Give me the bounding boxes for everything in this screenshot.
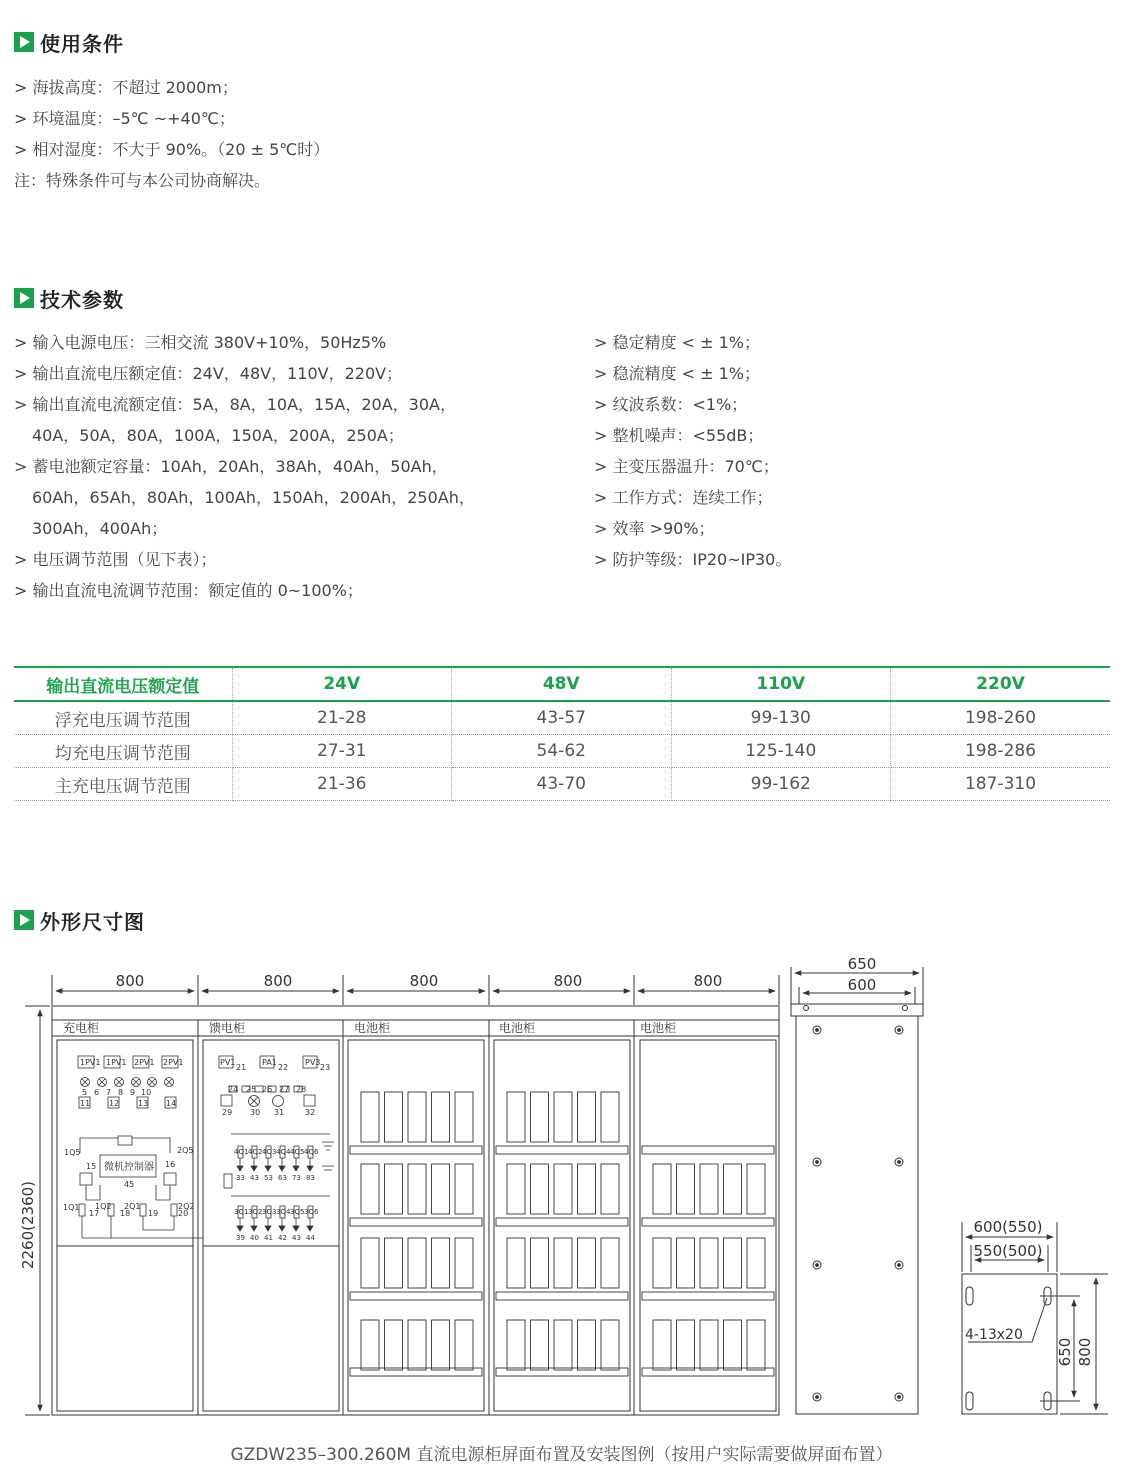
arrow-icon: [279, 1226, 285, 1231]
breaker-label: 4Q2: [248, 1148, 263, 1156]
battery-cell: [554, 1164, 572, 1214]
battery-cell: [601, 1320, 619, 1370]
battery-cell: [747, 1164, 765, 1214]
controller-label: 微机控制器: [104, 1162, 154, 1173]
table-cell: 198-260: [891, 701, 1111, 735]
table-cell: 浮充电压调节范围: [14, 701, 232, 735]
bolt-icon: [816, 1264, 819, 1267]
battery-cell: [385, 1092, 403, 1142]
battery-cell: [531, 1320, 549, 1370]
table-cell: 43-57: [452, 701, 672, 735]
battery-shelf: [350, 1218, 482, 1226]
switch-label: 2Q2: [178, 1202, 195, 1211]
arrow-icon: [265, 1226, 271, 1231]
section-title-tech-params: 技术参数: [14, 284, 124, 312]
battery-cell: [531, 1164, 549, 1214]
list-item: > 整机噪声：<55dB；: [594, 426, 764, 445]
table-header: 110V: [671, 667, 891, 701]
terminal-number: 16: [165, 1160, 176, 1169]
battery-cell: [724, 1164, 742, 1214]
battery-cell: [700, 1238, 718, 1288]
hole-icon: [903, 1006, 908, 1011]
note: 注：特殊条件可与本公司协商解决。: [14, 171, 271, 190]
battery-cell: [653, 1164, 671, 1214]
list-item: > 输入电源电压：三相交流 380V+10%，50Hz5%: [14, 333, 387, 352]
table-row: [14, 768, 1110, 801]
battery-cell: [601, 1238, 619, 1288]
battery-cell: [408, 1164, 426, 1214]
meter-label: 2PV1: [134, 1058, 155, 1067]
cabinet-label: 电池柜: [499, 1021, 536, 1035]
bolt-icon: [898, 1264, 901, 1267]
bolt-icon: [816, 1029, 819, 1032]
battery-cell: [455, 1092, 473, 1142]
table-header: 输出直流电压额定值: [14, 667, 232, 701]
meter-label: 23: [320, 1063, 331, 1072]
battery-cell: [601, 1164, 619, 1214]
section-title-dimensions: 外形尺寸图: [14, 906, 145, 934]
list-item: > 电压调节范围（见下表）；: [14, 550, 217, 569]
terminal-number: 18: [120, 1209, 131, 1218]
battery-cell: [432, 1092, 450, 1142]
battery-cell: [677, 1164, 695, 1214]
cabinet-width-label: 800: [553, 972, 583, 990]
table-header: 24V: [232, 667, 452, 701]
battery-shelf: [496, 1218, 628, 1226]
bolt-icon: [898, 1396, 901, 1399]
battery-cell: [747, 1320, 765, 1370]
battery-cell: [385, 1238, 403, 1288]
meter-label: PA1: [262, 1058, 277, 1067]
switch-label: 2Q5: [177, 1146, 194, 1155]
battery-cells: [350, 1092, 774, 1376]
terminal-number: 5: [82, 1088, 88, 1097]
breaker-label: 4Q4: [276, 1148, 291, 1156]
list-item: > 蓄电池额定容量：10Ah，20Ah，38Ah，40Ah，50Ah，: [14, 457, 448, 476]
cabinet-width-label: 800: [263, 972, 293, 990]
terminal-number: 28: [296, 1085, 307, 1094]
terminal-number: 10: [141, 1088, 152, 1097]
battery-cell: [747, 1238, 765, 1288]
battery-cell: [700, 1320, 718, 1370]
table-cell: 198-286: [891, 735, 1111, 768]
side-depth-label: 600: [847, 976, 877, 994]
battery-cell: [724, 1320, 742, 1370]
battery-cell: [361, 1238, 379, 1288]
battery-cell: [507, 1320, 525, 1370]
terminal-number: 26: [262, 1085, 273, 1094]
table-cell: 21-36: [232, 768, 452, 801]
terminal-number: 24: [228, 1085, 239, 1094]
battery-cell: [432, 1238, 450, 1288]
list-item: 60Ah，65Ah，80Ah，100Ah，150Ah，200Ah，250Ah，: [32, 488, 475, 507]
list-item: > 海拔高度：不超过 2000m；: [14, 78, 238, 97]
terminal-number: 27: [279, 1085, 290, 1094]
tech-params-left: [14, 327, 475, 606]
breaker-label: 3Q1: [234, 1208, 249, 1216]
meter-label: PV3: [305, 1058, 321, 1067]
battery-cell: [361, 1092, 379, 1142]
conditions-list: [14, 72, 329, 196]
side-view: [791, 967, 923, 1414]
figure-caption: GZDW235–300.260M 直流电源柜屏面布置及安装图例（按用户实际需要做屏面布置）: [230, 1445, 893, 1465]
play-icon: [14, 288, 34, 308]
base-width-label: 600(550): [973, 1218, 1043, 1236]
terminal-number: 19: [148, 1209, 159, 1218]
table-cell: 均充电压调节范围: [14, 735, 232, 768]
table-header-row: [14, 667, 1110, 701]
terminal-number: 6: [94, 1088, 100, 1097]
battery-cell: [677, 1320, 695, 1370]
switch-label: 1Q1: [63, 1203, 80, 1212]
battery-cell: [385, 1164, 403, 1214]
terminal-number: 31: [274, 1108, 285, 1117]
battery-cell: [724, 1238, 742, 1288]
list-item: 300Ah，400Ah；: [32, 519, 168, 538]
tech-params-right: [594, 327, 791, 575]
terminal-number: 83: [306, 1174, 315, 1182]
section-title-conditions: 使用条件: [14, 28, 124, 56]
base-width-label: 550(500): [973, 1242, 1043, 1260]
arrow-icon: [307, 1166, 313, 1171]
terminal-number: 41: [264, 1234, 273, 1242]
list-item: > 主变压器温升：70℃；: [594, 457, 779, 476]
battery-cell: [361, 1164, 379, 1214]
breaker-label: 3Q4: [276, 1208, 291, 1216]
bolt-icons: [804, 1006, 908, 1402]
battery-shelf: [642, 1292, 774, 1300]
battery-cell: [408, 1320, 426, 1370]
terminal-number: 20: [178, 1209, 189, 1218]
cabinet-width-label: 800: [409, 972, 439, 990]
battery-cell: [507, 1092, 525, 1142]
side-depth-label: 650: [847, 955, 877, 973]
battery-cell: [554, 1320, 572, 1370]
meter-label: 1PV1: [80, 1058, 101, 1067]
play-icon: [14, 910, 34, 930]
arrow-icon: [279, 1166, 285, 1171]
terminal-number: 73: [292, 1174, 301, 1182]
cabinet-width-label: 800: [693, 972, 723, 990]
terminal-number: 63: [278, 1174, 287, 1182]
table-cell: 21-28: [232, 701, 452, 735]
battery-cell: [653, 1238, 671, 1288]
terminal-number: 25: [246, 1085, 257, 1094]
meter-label: 22: [278, 1063, 289, 1072]
terminal-number: 17: [89, 1209, 100, 1218]
bolt-icon: [898, 1161, 901, 1164]
terminal-number: 43: [292, 1234, 301, 1242]
battery-cell: [578, 1238, 596, 1288]
terminal-number: 32: [305, 1108, 316, 1117]
terminal-number: 11: [80, 1099, 91, 1108]
base-depth-label: 800: [1076, 1337, 1094, 1367]
list-item: > 工作方式：连续工作；: [594, 488, 773, 507]
cabinet-width-label: 800: [115, 972, 145, 990]
terminal-number: 13: [138, 1099, 149, 1108]
list-item: > 输出直流电压额定值：24V，48V，110V，220V；: [14, 364, 403, 383]
bolt-icon: [816, 1396, 819, 1399]
arrow-icon: [237, 1166, 243, 1171]
list-item: > 环境温度：–5℃ ~+40℃；: [14, 109, 235, 128]
battery-cell: [700, 1164, 718, 1214]
battery-shelf: [496, 1292, 628, 1300]
battery-shelf: [496, 1146, 628, 1154]
battery-cell: [653, 1320, 671, 1370]
play-icon: [14, 32, 34, 52]
battery-shelf: [642, 1368, 774, 1376]
hole-icon: [804, 1006, 809, 1011]
list-item: > 效率 >90%；: [594, 519, 715, 538]
battery-cell: [507, 1238, 525, 1288]
battery-cell: [385, 1320, 403, 1370]
height-dimension-label: 2260(2360): [19, 1180, 37, 1270]
table-row: [14, 735, 1110, 768]
battery-shelf: [496, 1368, 628, 1376]
battery-cell: [578, 1164, 596, 1214]
breaker-label: 4Q1: [234, 1148, 249, 1156]
terminal-number: 29: [222, 1108, 233, 1117]
switch-label: 1Q5: [64, 1148, 81, 1157]
table-row: [14, 701, 1110, 735]
meter-label: 1PV1: [106, 1058, 127, 1067]
breaker-label: 4Q6: [304, 1148, 319, 1156]
battery-cell: [361, 1320, 379, 1370]
breaker-label: 3Q2: [248, 1208, 263, 1216]
battery-cell: [677, 1238, 695, 1288]
battery-cell: [455, 1238, 473, 1288]
terminal-number: 39: [236, 1234, 245, 1242]
voltage-range-table: [14, 666, 1110, 801]
terminal-number: 30: [250, 1108, 261, 1117]
table-cell: 99-162: [671, 768, 891, 801]
table-cell: 43-70: [452, 768, 672, 801]
terminal-number: 8: [118, 1088, 124, 1097]
battery-cell: [531, 1092, 549, 1142]
terminal-number: 53: [264, 1174, 273, 1182]
base-depth-label: 650: [1056, 1337, 1074, 1367]
battery-shelf: [642, 1146, 774, 1154]
arrow-icon: [265, 1166, 271, 1171]
table-cell: 187-310: [891, 768, 1111, 801]
hole-spec-label: 4-13x20: [965, 1327, 1023, 1343]
terminal-number: 14: [166, 1099, 177, 1108]
battery-cell: [531, 1238, 549, 1288]
table-cell: 54-62: [452, 735, 672, 768]
arrow-icon: [251, 1166, 257, 1171]
arrow-icon: [237, 1226, 243, 1231]
battery-cell: [554, 1092, 572, 1142]
battery-cell: [432, 1320, 450, 1370]
battery-cell: [578, 1320, 596, 1370]
cabinet-label: 馈电柜: [209, 1021, 246, 1035]
meter-label: 2PV1: [163, 1058, 184, 1067]
battery-cell: [554, 1238, 572, 1288]
table-cell: 27-31: [232, 735, 452, 768]
battery-shelf: [350, 1146, 482, 1154]
cabinet-label: 电池柜: [640, 1021, 677, 1035]
table-cell: 主充电压调节范围: [14, 768, 232, 801]
table-cell: 99-130: [671, 701, 891, 735]
terminal-number: 33: [236, 1174, 245, 1182]
battery-shelf: [642, 1218, 774, 1226]
meter-label: 21: [236, 1063, 247, 1072]
terminal-number: 12: [109, 1099, 120, 1108]
table-cell: 125-140: [671, 735, 891, 768]
switch-label: 1Q2: [95, 1202, 112, 1211]
list-item: > 稳流精度 < ± 1%；: [594, 364, 760, 383]
bolt-icon: [816, 1161, 819, 1164]
arrow-icon: [293, 1226, 299, 1231]
list-item: > 稳定精度 < ± 1%；: [594, 333, 760, 352]
terminal-number: 7: [106, 1088, 112, 1097]
terminal-number: 40: [250, 1234, 259, 1242]
battery-cell: [432, 1164, 450, 1214]
table-header: 220V: [891, 667, 1111, 701]
list-item: > 纹波系数：<1%；: [594, 395, 748, 414]
list-item: > 防护等级：IP20~IP30。: [594, 550, 792, 569]
terminal-number: 9: [130, 1088, 136, 1097]
cabinet-label: 电池柜: [354, 1021, 391, 1035]
battery-cell: [455, 1320, 473, 1370]
switch-label: 2Q1: [124, 1202, 141, 1211]
list-item: 40A，50A，80A，100A，150A，200A，250A；: [32, 426, 404, 445]
battery-cell: [578, 1092, 596, 1142]
breaker-label: 4Q3: [262, 1148, 277, 1156]
breaker-label: 3Q5: [290, 1208, 305, 1216]
battery-shelf: [350, 1292, 482, 1300]
arrow-icon: [251, 1226, 257, 1231]
dimension-drawing: [0, 950, 1123, 1430]
list-item: > 输出直流电流额定值：5A，8A，10A，15A，20A，30A，: [14, 395, 456, 414]
battery-cell: [507, 1164, 525, 1214]
knob-icon: [273, 1096, 284, 1107]
battery-cell: [455, 1164, 473, 1214]
battery-cell: [408, 1238, 426, 1288]
table-header: 48V: [452, 667, 672, 701]
breaker-label: 3Q6: [304, 1208, 319, 1216]
breaker-label: 4Q5: [290, 1148, 305, 1156]
meter-label: PV1: [220, 1058, 236, 1067]
breaker-label: 3Q3: [262, 1208, 277, 1216]
terminal-number: 45: [124, 1180, 135, 1189]
list-item: > 输出直流电流调节范围：额定值的 0~100%；: [14, 581, 363, 600]
arrow-icon: [293, 1166, 299, 1171]
terminal-number: 43: [250, 1174, 259, 1182]
terminal-number: 44: [306, 1234, 315, 1242]
terminal-number: 15: [86, 1162, 97, 1171]
battery-cell: [408, 1092, 426, 1142]
bolt-icon: [898, 1029, 901, 1032]
terminal-number: 42: [278, 1234, 287, 1242]
cabinet-label: 充电柜: [63, 1021, 100, 1035]
battery-cell: [601, 1092, 619, 1142]
arrow-icon: [307, 1226, 313, 1231]
list-item: > 相对湿度：不大于 90%。（20 ± 5℃时）: [14, 140, 330, 159]
battery-shelf: [350, 1368, 482, 1376]
